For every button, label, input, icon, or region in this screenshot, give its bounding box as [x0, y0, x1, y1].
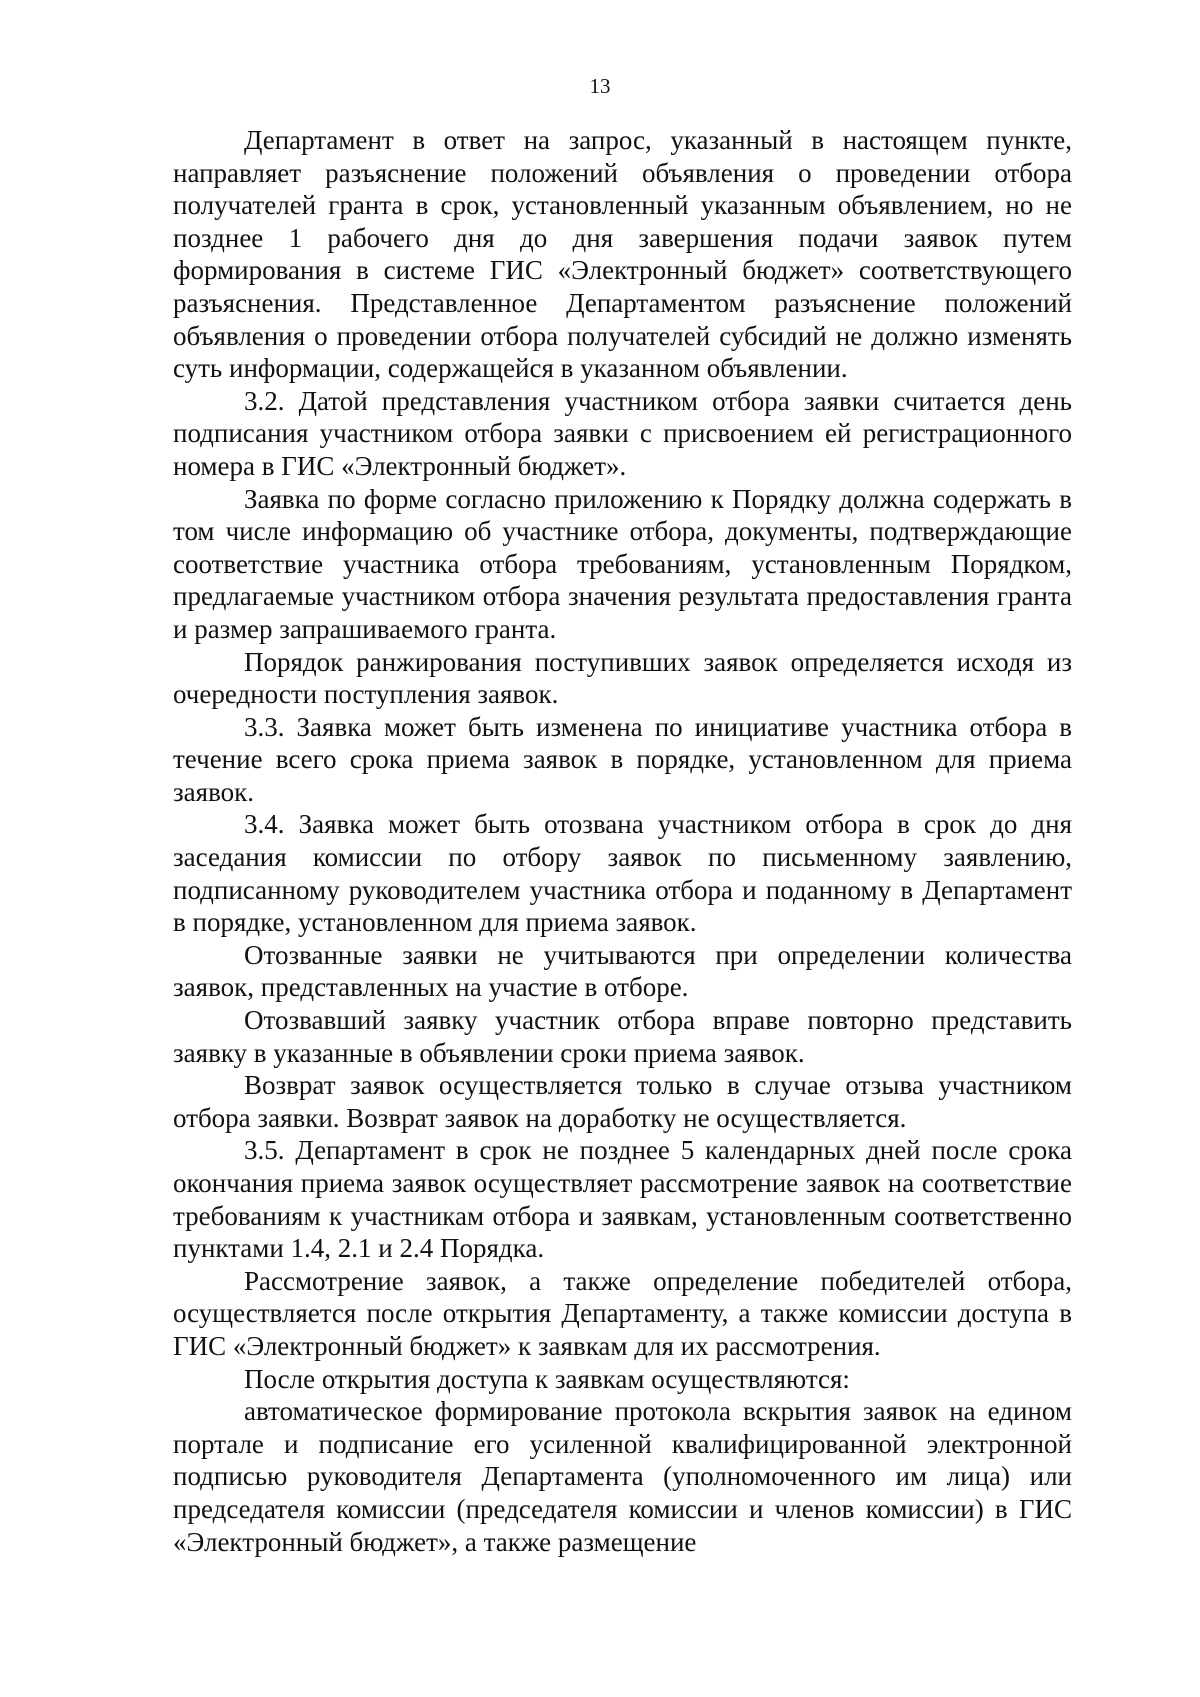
page-number: 13	[589, 74, 611, 98]
paragraph: После открытия доступа к заявкам осуществляются:	[244, 1363, 850, 1394]
paragraph: Рассмотрение заявок, а также определение победителей отбора, осуществляется после открытия Департаменту, а также комиссии доступа в ГИС «Электронный бюджет» к заявкам для их рассмотрения.	[173, 1265, 1072, 1361]
paragraph: Порядок ранжирования поступивших заявок определяется исходя из очередности поступления заявок.	[173, 646, 1072, 710]
paragraph: Отозванные заявки не учитываются при определении количества заявок, представленных на участие в отборе.	[173, 939, 1072, 1003]
paragraph: 3.2. Датой представления участником отбора заявки считается день подписания участником отбора заявки с присвоением ей регистрационного номера в ГИС «Электронный бюджет».	[173, 385, 1072, 481]
paragraph: Возврат заявок осуществляется только в случае отзыва участником отбора заявки. Возврат заявок на доработку не осуществляется.	[173, 1070, 1072, 1133]
paragraph: Отозвавший заявку участник отбора вправе повторно представить заявку в указанные в объявлении сроки приема заявок.	[173, 1005, 1072, 1068]
paragraph: Департамент в ответ на запрос, указанный в настоящем пункте, направляет разъяснение положений объявления о проведении отбора получателей гранта в срок, установленный указанным объявлением, но не позднее 1 рабочего дня до дня завершения подачи заявок путем формирования в системе ГИС «Электронный бюджет» соответствующего разъяснения. Представленное Департаментом разъяснение положений объявления о проведении отбора получателей субсидий не должно изменять суть информации, содержащейся в указанном объявлении.	[173, 125, 1072, 384]
document-body	[173, 124, 1072, 1558]
paragraph: 3.3. Заявка может быть изменена по инициативе участника отбора в течение всего срока приема заявок в порядке, установленном для приема заявок.	[173, 711, 1072, 807]
paragraph: 3.5. Департамент в срок не позднее 5 календарных дней после срока окончания приема заявок осуществляет рассмотрение заявок на соответствие требованиям к участникам отбора и заявкам, установленным соответственно пунктами 1.4, 2.1 и 2.4 Порядка.	[173, 1135, 1072, 1264]
paragraph: 3.4. Заявка может быть отозвана участником отбора в срок до дня заседания комиссии по отбору заявок по письменному заявлению, подписанному руководителем участника отбора и поданному в Департамент в порядке, установленном для приема заявок.	[173, 809, 1072, 938]
paragraph: Заявка по форме согласно приложению к Порядку должна содержать в том числе информацию об участнике отбора, документы, подтверждающие соответствие участника отбора требованиям, установленным Порядком, предлагаемые участником отбора значения результата предоставления гранта и размер запрашиваемого гранта.	[173, 483, 1072, 644]
paragraph: автоматическое формирование протокола вскрытия заявок на едином портале и подписание его усиленной квалифицированной электронной подписью руководителя Департамента (уполномоченного им лица) или председателя комиссии (председателя комиссии и членов комиссии) в ГИС «Электронный бюджет», а также размещение	[173, 1396, 1072, 1557]
